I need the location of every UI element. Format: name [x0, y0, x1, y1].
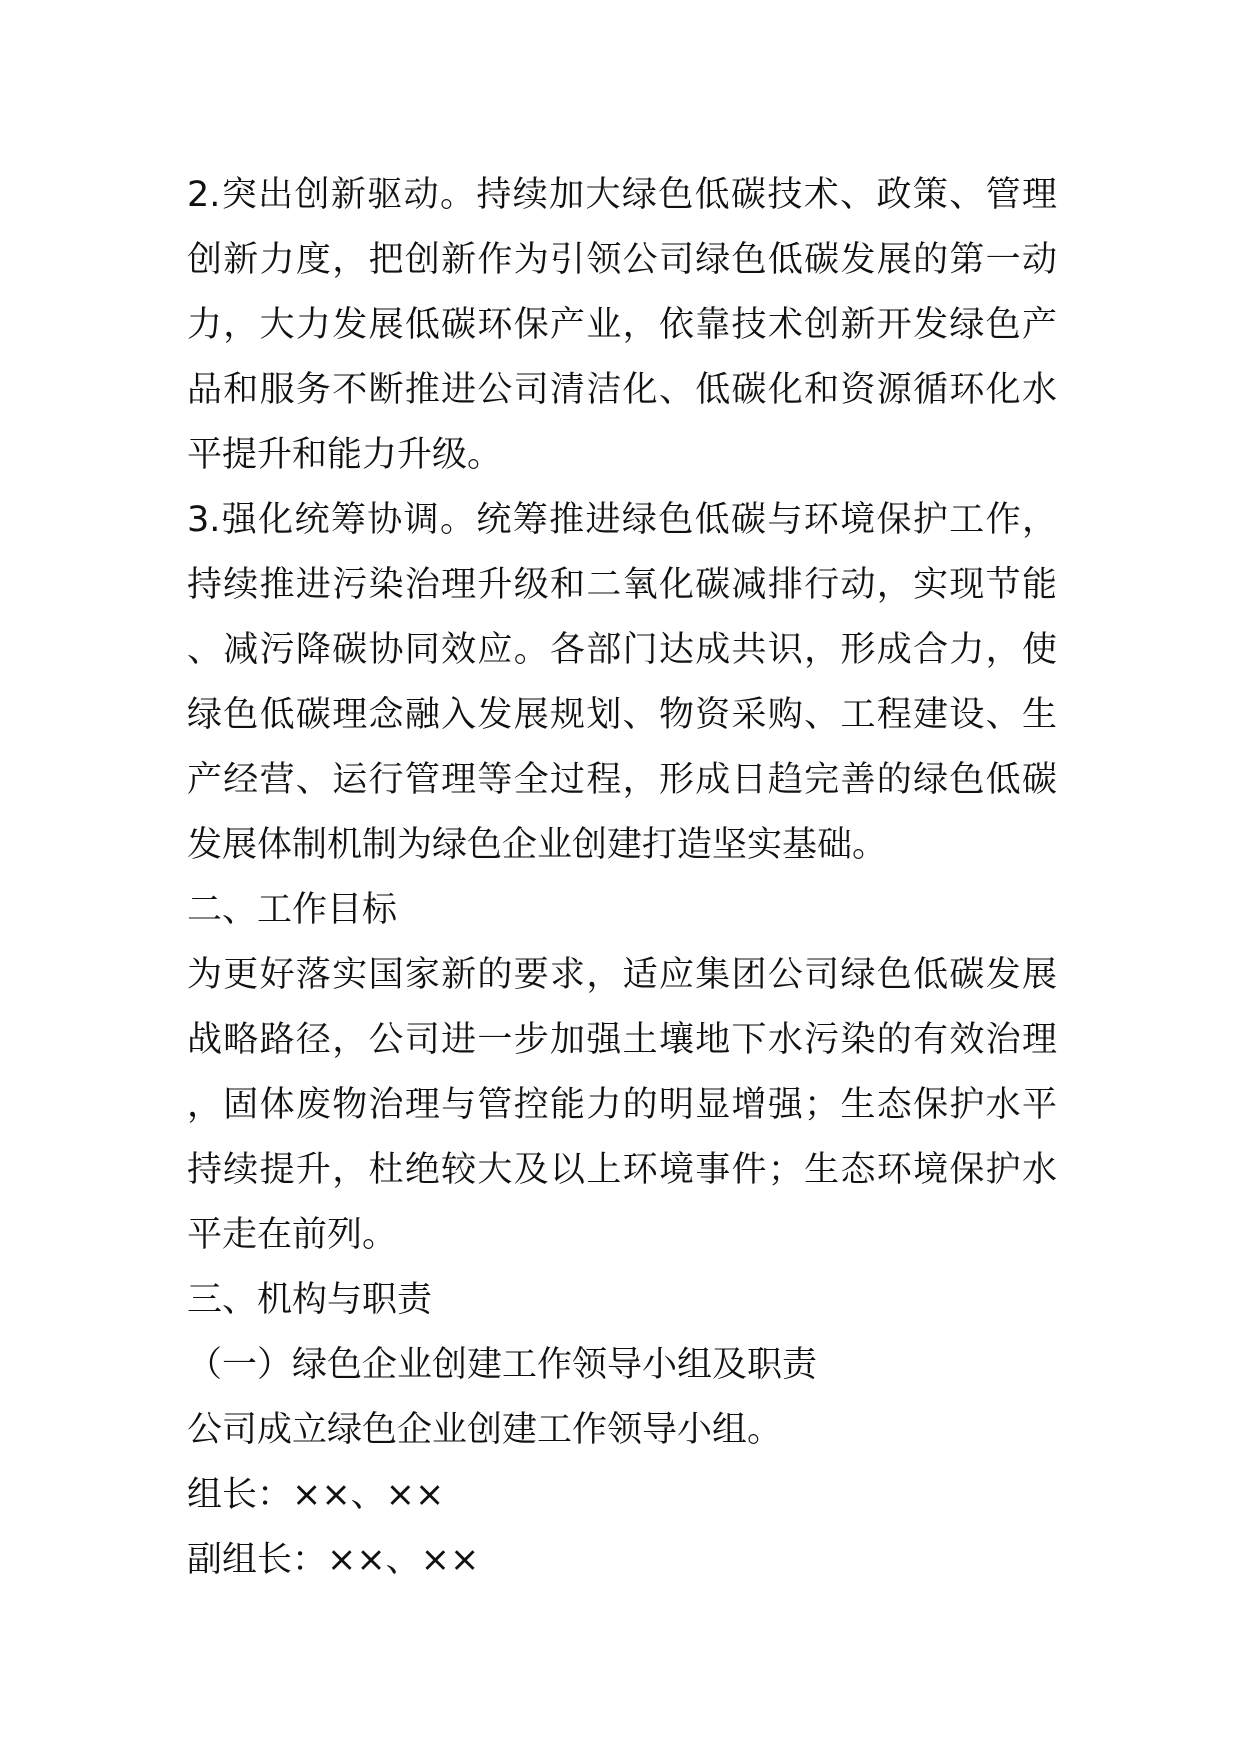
section-heading-work-goals: 二、工作目标: [187, 890, 398, 930]
document-body: [187, 163, 1057, 1593]
section-heading-organization: 三、机构与职责: [187, 1280, 433, 1320]
subsection-heading-leading-group: （一）绿色企业创建工作领导小组及职责: [187, 1345, 818, 1385]
paragraph-coordination: 3.强化统筹协调。统筹推进绿色低碳与环境保护工作，持续推进污染治理升级和二氧化碳减排行动，实现节能、减污降碳协同效应。各部门达成共识，形成合力，使绿色低碳理念融入发展规划、物资采购、工程建设、生产经营、运行管理等全过程，形成日趋完善的绿色低碳发展体制机制为绿色企业创建打造坚实基础。: [187, 500, 1057, 865]
deputy-leader-line: 副组长：××、××: [187, 1540, 480, 1580]
paragraph-innovation-drive: 2.突出创新驱动。持续加大绿色低碳技术、政策、管理创新力度，把创新作为引领公司绿色低碳发展的第一动力，大力发展低碳环保产业，依靠技术创新开发绿色产品和服务不断推进公司清洁化、低碳化和资源循环化水平提升和能力升级。: [187, 175, 1057, 475]
paragraph-group-established: 公司成立绿色企业创建工作领导小组。: [187, 1410, 783, 1450]
group-leader-line: 组长：××、××: [187, 1475, 445, 1515]
paragraph-work-goals: 为更好落实国家新的要求，适应集团公司绿色低碳发展战略路径，公司进一步加强土壤地下水污染的有效治理，固体废物治理与管控能力的明显增强；生态保护水平持续提升，杜绝较大及以上环境事件；生态环境保护水平走在前列。: [187, 955, 1057, 1255]
